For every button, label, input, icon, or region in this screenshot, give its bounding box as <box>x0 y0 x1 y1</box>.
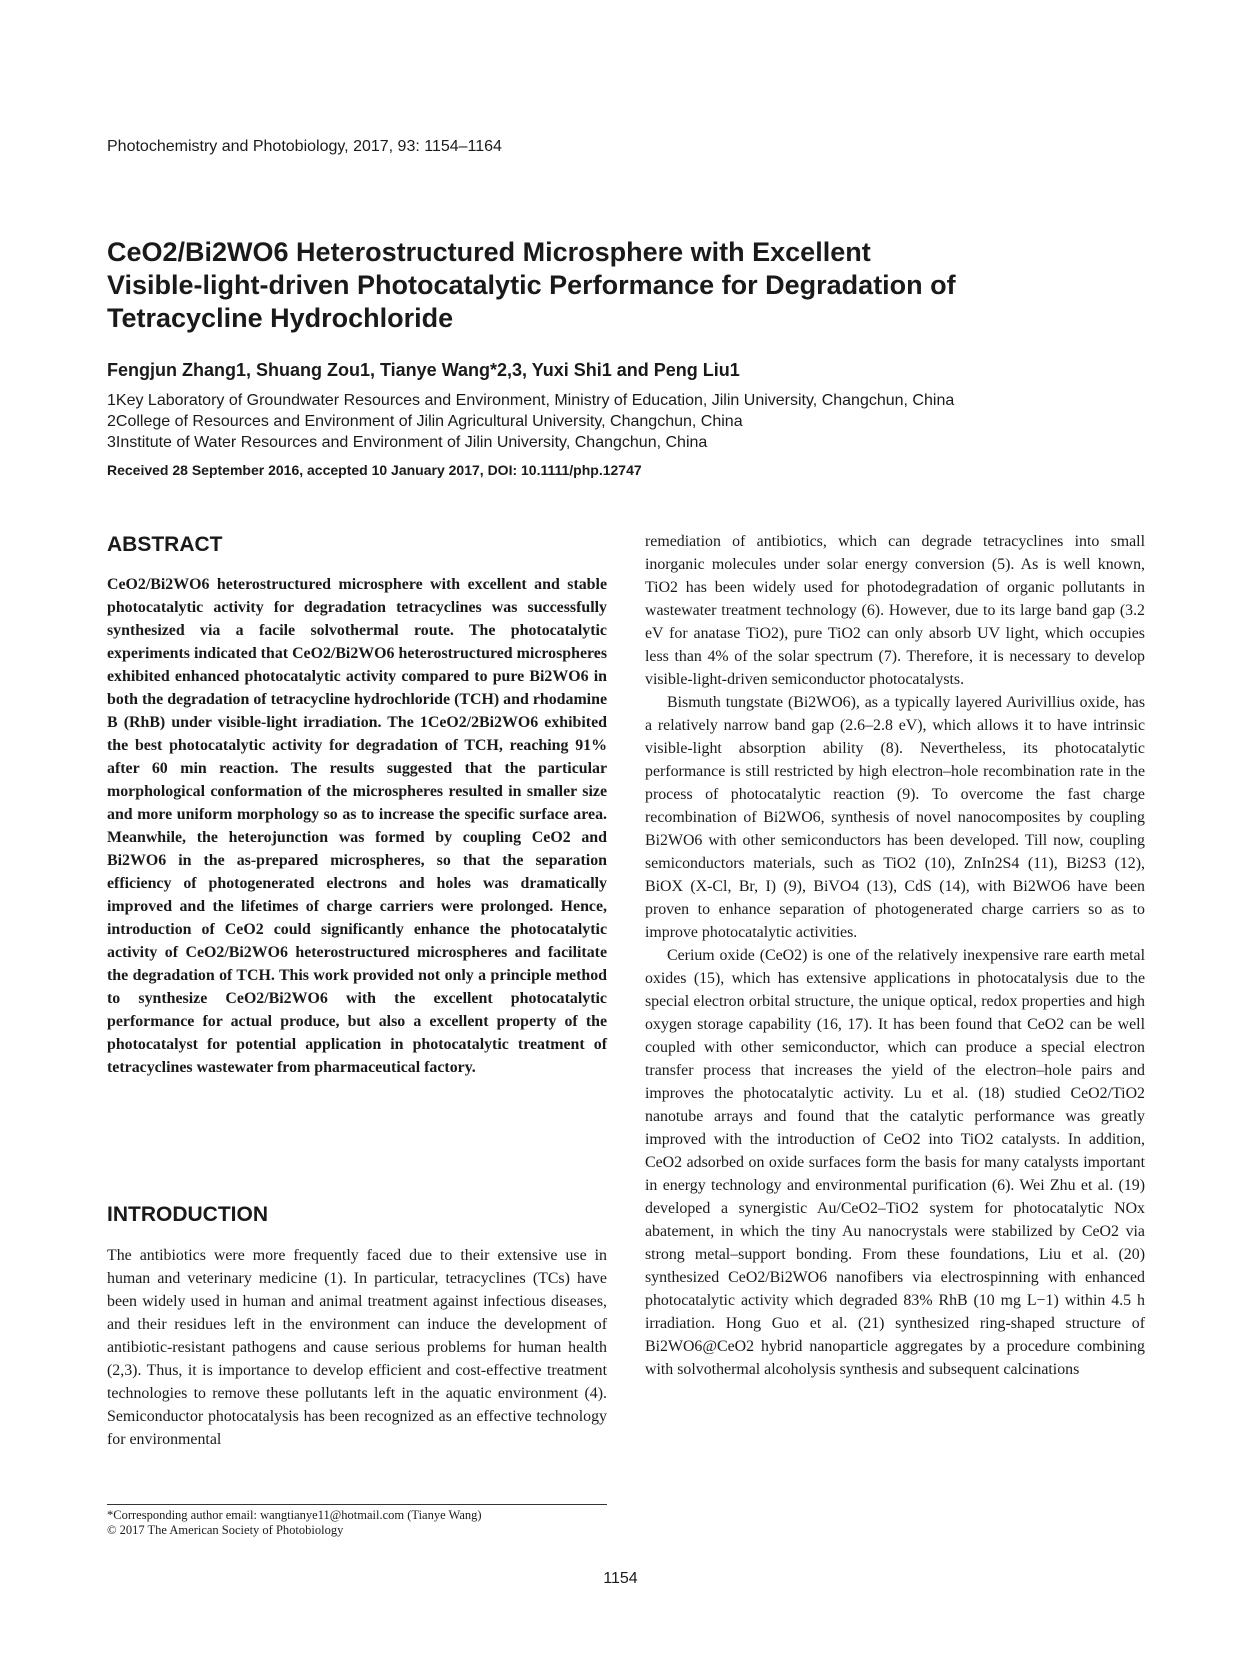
author-list: Fengjun Zhang1, Shuang Zou1, Tianye Wang*2,3, Yuxi Shi1 and Peng Liu1 <box>107 360 740 380</box>
abstract-paragraph: CeO2/Bi2WO6 heterostructured microsphere with excellent and stable photocatalytic activity for degradation tetracyclines was successfully synthesized via a facile solvothermal route. The photocatalytic experiments indicated that CeO2/Bi2WO6 heterostructured microspheres exhibited enhanced photocatalytic activity compared to pure Bi2WO6 in both the degradation of tetracycline hydrochloride (TCH) and rhodamine B (RhB) under visible-light irradiation. The 1CeO2/2Bi2WO6 exhibited the best photocatalytic activity for degradation of TCH, reaching 91% after 60 min reaction. The results suggested that the particular morphological conformation of the microspheres resulted in smaller size and more uniform morphology so as to increase the specific surface area. Meanwhile, the heterojunction was formed by coupling CeO2 and Bi2WO6 in the as-prepared microspheres, so that the separation efficiency of photogenerated electrons and holes was dramatically improved and the lifetimes of charge carriers were prolonged. Hence, introduction of CeO2 could significantly enhance the photocatalytic activity of CeO2/Bi2WO6 heterostructured microspheres and facilitate the degradation of TCH. This work provided not only a principle method to synthesize CeO2/Bi2WO6 with the excellent photocatalytic performance for actual produce, but also a excellent property of the photocatalyst for potential application in photocatalytic treatment of tetracyclines wastewater from pharmaceutical factory. <box>107 576 607 1076</box>
footnote-divider <box>107 1504 607 1505</box>
corresponding-author-note: *Corresponding author email: wangtianye11@hotmail.com (Tianye Wang) <box>107 1508 482 1522</box>
introduction-text <box>107 1244 607 1451</box>
introduction-paragraph-1: The antibiotics were more frequently faced due to their extensive use in human and veterinary medicine (1). In particular, tetracyclines (TCs) have been widely used in human and animal treatment against infectious diseases, and their residues left in the environment can induce the development of antibiotic-resistant pathogens and cause serious problems for human health (2,3). Thus, it is importance to develop efficient and cost-effective treatment technologies to remove these pollutants left in the aquatic environment (4). Semiconductor photocatalysis has been recognized as an effective technology for environmental <box>107 1247 607 1448</box>
affiliation-1: 1Key Laboratory of Groundwater Resources and Environment, Ministry of Education, Jilin University, Changchun, China <box>107 392 955 409</box>
article-title <box>107 236 1107 335</box>
affiliation-3: 3Institute of Water Resources and Environment of Jilin University, Changchun, China <box>107 434 708 451</box>
footnotes <box>107 1508 482 1538</box>
abstract-text <box>107 573 607 1079</box>
page-number: 1154 <box>603 1570 638 1587</box>
right-paragraph-3: Cerium oxide (CeO2) is one of the relatively inexpensive rare earth metal oxides (15), which has extensive applications in photocatalysis due to the special electron orbital structure, the unique optical, redox properties and high oxygen storage capability (16, 17). It has been found that CeO2 can be well coupled with other semiconductor, which can produce a special electron transfer process that increases the yield of the electron–hole pairs and improves the photocatalytic activity. Lu et al. (18) studied CeO2/TiO2 nanotube arrays and found that the catalytic performance was greatly improved with the introduction of CeO2 into TiO2 catalysts. In addition, CeO2 adsorbed on oxide surfaces form the basis for many catalysts important in energy technology and environmental purification (6). Wei Zhu et al. (19) developed a synergistic Au/CeO2–TiO2 system for photocatalytic NOx abatement, in which the tiny Au nanocrystals were stabilized by CeO2 via strong metal–support bonding. From these foundations, Liu et al. (20) synthesized CeO2/Bi2WO6 nanofibers via electrospinning with enhanced photocatalytic activity which degraded 83% RhB (10 mg L−1) within 4.5 h irradiation. Hong Guo et al. (21) synthesized ring-shaped structure of Bi2WO6@CeO2 hybrid nanoparticle aggregates by a procedure combining with solvothermal alcoholysis synthesis and subsequent calcinations <box>645 947 1145 1378</box>
title-line-1: CeO2/Bi2WO6 Heterostructured Microsphere with Excellent <box>107 237 871 267</box>
title-line-2: Visible-light-driven Photocatalytic Performance for Degradation of <box>107 270 956 300</box>
right-column <box>645 530 1145 1381</box>
abstract-heading: ABSTRACT <box>107 533 223 556</box>
received-dates: Received 28 September 2016, accepted 10 January 2017, DOI: 10.1111/php.12747 <box>107 462 642 478</box>
right-paragraph-2: Bismuth tungstate (Bi2WO6), as a typically layered Aurivillius oxide, has a relatively narrow band gap (2.6–2.8 eV), which allows it to have intrinsic visible-light absorption ability (8). Nevertheless, its photocatalytic performance is still restricted by high electron–hole recombination rate in the process of photocatalytic reaction (9). To overcome the fast charge recombination of Bi2WO6, synthesis of novel nanocomposites by coupling Bi2WO6 with other semiconductors has been developed. Till now, coupling semiconductors materials, such as TiO2 (10), ZnIn2S4 (11), Bi2S3 (12), BiOX (X-Cl, Br, I) (9), BiVO4 (13), CdS (14), with Bi2WO6 have been proven to enhance separation of photogenerated charge carriers so as to improve photocatalytic activities. <box>645 694 1145 941</box>
copyright-note: © 2017 The American Society of Photobiology <box>107 1523 344 1537</box>
affiliation-2: 2College of Resources and Environment of Jilin Agricultural University, Changchun, China <box>107 413 743 430</box>
affiliations <box>107 390 954 453</box>
right-paragraph-1: remediation of antibiotics, which can degrade tetracyclines into small inorganic molecules under solar energy conversion (5). As is well known, TiO2 has been widely used for photodegradation of organic pollutants in wastewater treatment technology (6). However, due to its large band gap (3.2 eV for anatase TiO2), pure TiO2 can only absorb UV light, which occupies less than 4% of the solar spectrum (7). Therefore, it is necessary to develop visible-light-driven semiconductor photocatalysts. <box>645 533 1145 688</box>
introduction-heading: INTRODUCTION <box>107 1203 268 1226</box>
title-line-3: Tetracycline Hydrochloride <box>107 303 454 333</box>
journal-citation: Photochemistry and Photobiology, 2017, 93: 1154–1164 <box>107 138 502 155</box>
